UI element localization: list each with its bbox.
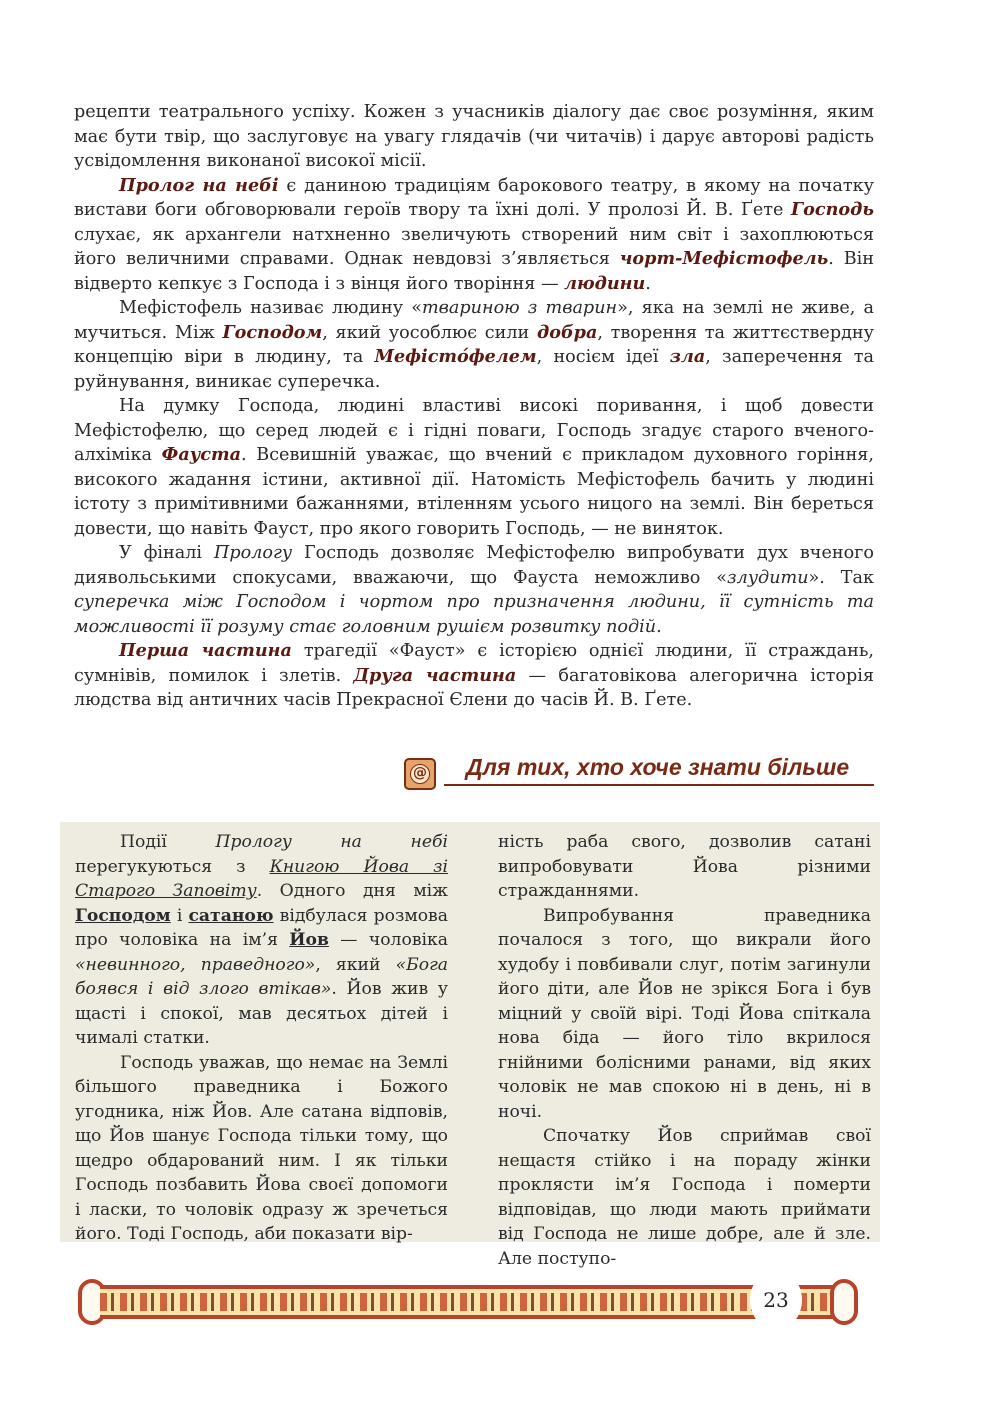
main-text bbox=[74, 100, 874, 713]
bible-reference: Книгою Йова зі Старого Заповіту bbox=[75, 856, 448, 901]
page-number: 23 bbox=[750, 1270, 802, 1330]
paragraph: Випробування праведника почалося з того, що викрали його худобу і повбивали слуг, потім загинули його діти, але Йов не зрікся Бога і був міцний у своїй вірі. Тоді Йова спіткала нова біда — його тіло вкрилося гнійними болісними ранами, від яких чоловік не мав спокою ні в день, ні в ночі. bbox=[498, 905, 871, 1122]
footer-ornament bbox=[78, 1275, 858, 1329]
term: людини bbox=[564, 272, 646, 294]
term: Мефісто́фелем bbox=[374, 346, 537, 367]
term: Перша частина bbox=[119, 640, 292, 661]
at-sign-icon: @ bbox=[404, 758, 436, 790]
paragraph: Пролог на небі є даниною традиціям барокового театру, в якому на початку вистави боги обговорювали героїв твору та їхні долі. У пролозі Й. В. Ґете Господь слухає, як архангели натхненно звеличують створений ним світ і захоплюються його величними справами. Однак невдовзі з’являється чорт-Мефістофель. Він відверто кепкує з Господа і з вінця його творіння — людини. bbox=[74, 174, 875, 294]
section-underline bbox=[444, 784, 874, 786]
ornament-band bbox=[100, 1285, 836, 1319]
paragraph: Мефістофель називає людину «твариною з тварин», яка на землі не живе, а мучиться. Між Господом, який уособлює сили добра, творення та життєствердну концепцію віри в людину, та Мефісто́фелем, носієм ідеї зла, заперечення та руйнування, виникає суперечка. bbox=[74, 298, 875, 392]
paragraph: Події Прологу на небі перегукуються з Книгою Йова зі Старого Заповіту. Одного дня між Господом і сатаною відбулася розмова про чоловіка на ім’я Йов — чоловіка «невинного, праведного», який «Бога боявся і від злого втікав». Йов жив у щасті і спокої, мав десятьох дітей і чималі статки. bbox=[75, 832, 449, 1048]
term: зла bbox=[669, 346, 706, 367]
paragraph: Господь уважав, що немає на Землі більшого праведника і Божого угодника, ніж Йов. Але сатана відповів, що Йов шанує Господа тільки тому, що щедро обдарований ним. І як тільки Господь позбавить Йова своєї допомоги і ласки, то чоловік одразу ж зречеться його. Тоді Господь, аби показати вір- bbox=[75, 1052, 448, 1244]
section-header bbox=[396, 748, 874, 800]
paragraph: Перша частина трагедії «Фауст» є історією однієї людини, її страждань, сумнівів, помилок і злетів. Друга частина — багатовікова алегорична історія людства від античних часів Прекрасної Єлени до часів Й. В. Ґете. bbox=[74, 640, 874, 710]
term: Господь bbox=[791, 199, 874, 220]
paragraph: рецепти театрального успіху. Кожен з учасників діалогу дає своє розуміння, яким має бути твір, що заслуговує на увагу глядачів (чи читачів) і дарує авторові радість усвідомлення виконаної високої місії. bbox=[74, 102, 874, 171]
paragraph: ність раба свого, дозволив сатані випробовувати Йова різними стражданнями. bbox=[498, 832, 871, 901]
term: Господом bbox=[222, 321, 323, 343]
term: Фауста bbox=[161, 444, 242, 465]
paragraph: Спочатку Йов сприймав свої нещастя стійко і на пораду жінки проклясти ім’я Господа і померти відповідав, що люди мають приймати від Господа не лише добре, але й зле. Але поступо- bbox=[498, 1126, 871, 1269]
paragraph: На думку Господа, людині властиві високі поривання, і щоб довести Мефістофелю, що серед людей є і гідні поваги, Господь згадує старого вченого-алхіміка Фауста. Всевишній уважає, що вчений є прикладом духовного горіння, високого жадання істини, активної дії. Натомість Мефістофель бачить у людині істоту з примітивними бажаннями, втіленням усього ницого на землі. Він береться довести, що навіть Фауст, про якого говорить Господь, — не виняток. bbox=[74, 396, 874, 539]
box-column-left bbox=[75, 830, 448, 1247]
section-title: Для тих, хто хоче знати більше bbox=[466, 754, 850, 780]
paragraph: У фіналі Прологу Господь дозволяє Мефістофелю випробувати дух вченого диявольськими спокусами, вважаючи, що Фауста неможливо «злудити». Так суперечка між Господом і чортом про призначення людини, її сутність та можливості її розуму стає головним рушієм розвитку подій. bbox=[74, 543, 874, 637]
term: Друга частина bbox=[353, 664, 517, 686]
ornament-scroll-right bbox=[830, 1279, 858, 1325]
term: чорт-Мефістофель bbox=[619, 248, 829, 269]
term: добра bbox=[536, 321, 598, 343]
box-column-right bbox=[498, 830, 871, 1271]
term: Пролог на небі bbox=[119, 174, 279, 196]
